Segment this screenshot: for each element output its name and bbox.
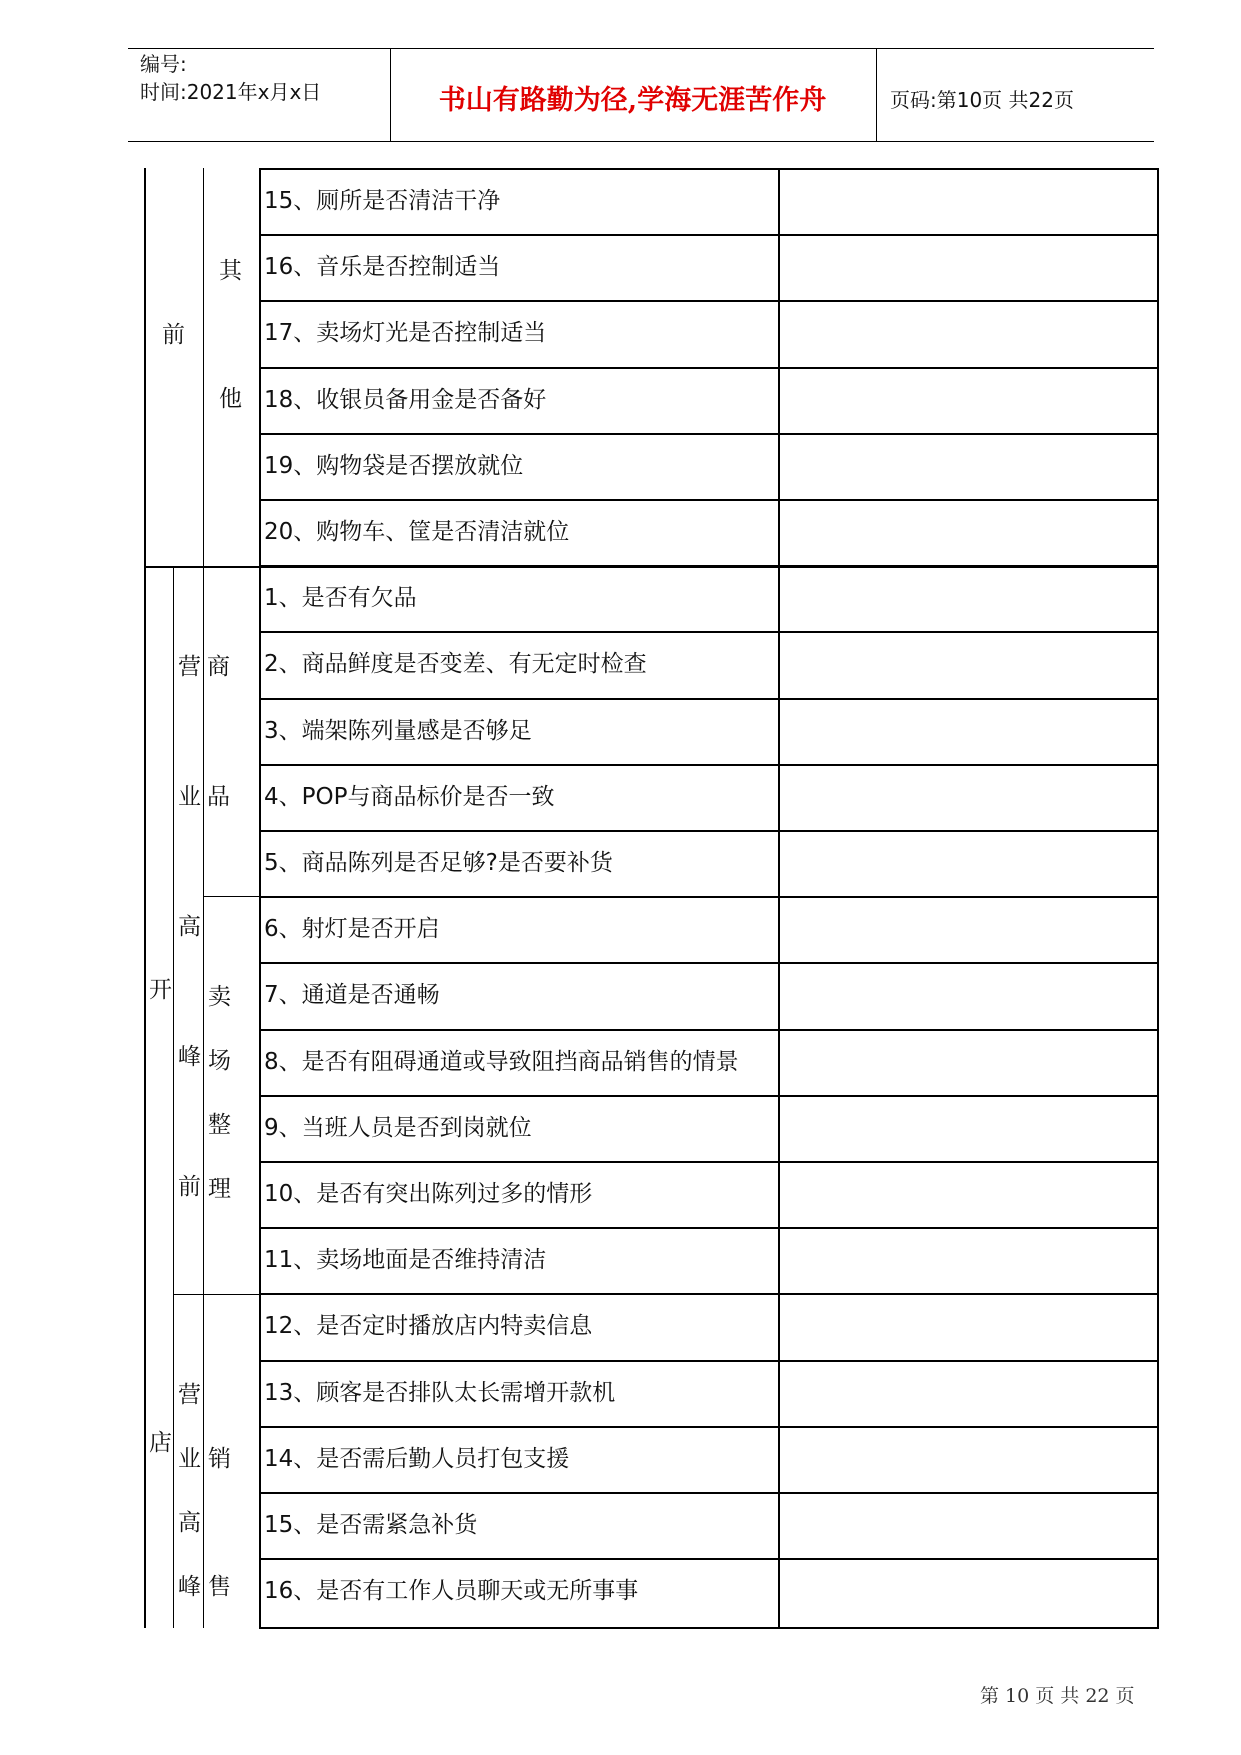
row-rule <box>259 1492 1159 1494</box>
phase1-char-4: 峰 <box>178 1044 201 1070</box>
header-motto: 书山有路勤为径,学海无涯苦作舟 <box>438 85 827 116</box>
checklist-item: 3、端架陈列量感是否够足 <box>264 718 532 744</box>
category-other-2: 他 <box>219 386 242 412</box>
category-open: 开 <box>149 977 172 1003</box>
row-rule <box>259 565 1159 567</box>
page-footer: 第 10 页 共 22 页 <box>980 1685 1135 1707</box>
checklist-item: 16、音乐是否控制适当 <box>264 254 501 280</box>
row-rule <box>259 896 1159 898</box>
checklist-result-cell[interactable] <box>782 965 1154 1026</box>
document-time-label: 时间:2021年x月x日 <box>140 80 322 104</box>
product-char-2: 品 <box>207 784 230 810</box>
row-rule <box>259 300 1159 302</box>
phase1-char-3: 高 <box>178 914 201 940</box>
phase2-char-4: 峰 <box>178 1574 201 1600</box>
phase1-char-2: 业 <box>178 784 201 810</box>
checklist-result-cell[interactable] <box>782 502 1154 563</box>
phase2-char-3: 高 <box>178 1510 201 1536</box>
row-rule <box>259 1360 1159 1362</box>
table-bottom-border <box>259 1627 1159 1629</box>
checklist-result-cell[interactable] <box>782 701 1154 762</box>
checklist-result-cell[interactable] <box>782 1429 1154 1490</box>
header-meta <box>140 50 321 106</box>
row-rule <box>259 1558 1159 1560</box>
row-rule <box>259 1095 1159 1097</box>
table-left-border <box>144 168 146 1628</box>
checklist-item: 11、卖场地面是否维持清洁 <box>264 1247 547 1273</box>
checklist-result-cell[interactable] <box>782 1164 1154 1225</box>
checklist-item: 16、是否有工作人员聊天或无所事事 <box>264 1578 639 1604</box>
checklist-item: 7、通道是否通畅 <box>264 982 440 1008</box>
header-divider-2 <box>876 48 877 141</box>
checklist-item: 9、当班人员是否到岗就位 <box>264 1115 532 1141</box>
sales-char-1: 销 <box>208 1446 231 1472</box>
checklist-item: 6、射灯是否开启 <box>264 916 440 942</box>
table-divider-item <box>259 168 261 1628</box>
document-number-label: 编号: <box>140 52 187 76</box>
row-rule <box>259 1029 1159 1031</box>
checklist-item: 17、卖场灯光是否控制适当 <box>264 320 547 346</box>
checklist-result-cell[interactable] <box>782 767 1154 828</box>
table-right-border <box>1157 168 1159 1628</box>
checklist-item: 14、是否需后勤人员打包支援 <box>264 1446 570 1472</box>
checklist-item: 15、是否需紧急补货 <box>264 1512 478 1538</box>
row-rule <box>259 433 1159 435</box>
checklist-result-cell[interactable] <box>782 303 1154 364</box>
table-divider-col2 <box>203 168 204 566</box>
checklist-item: 20、购物车、筐是否清洁就位 <box>264 519 570 545</box>
checklist-item: 18、收银员备用金是否备好 <box>264 387 547 413</box>
checklist-result-cell[interactable] <box>782 1296 1154 1357</box>
checklist-item: 1、是否有欠品 <box>264 585 417 611</box>
product-char-1: 商 <box>207 654 230 680</box>
checklist-item: 10、是否有突出陈列过多的情形 <box>264 1181 593 1207</box>
checklist-result-cell[interactable] <box>782 1230 1154 1291</box>
checklist-result-cell[interactable] <box>782 1363 1154 1424</box>
row-rule <box>259 1293 1159 1295</box>
section-rule-floor <box>203 896 261 897</box>
checklist-item: 19、购物袋是否摆放就位 <box>264 453 524 479</box>
category-store: 店 <box>149 1430 172 1456</box>
checklist-result-cell[interactable] <box>782 237 1154 298</box>
row-rule <box>259 168 1159 170</box>
category-other-1: 其 <box>219 258 242 284</box>
checklist-item: 8、是否有阻碍通道或导致阻挡商品销售的情景 <box>264 1049 739 1075</box>
row-rule <box>259 698 1159 700</box>
row-rule <box>259 234 1159 236</box>
sales-char-2: 售 <box>208 1574 231 1600</box>
checklist-item: 12、是否定时播放店内特卖信息 <box>264 1313 593 1339</box>
row-rule <box>259 1161 1159 1163</box>
floor-char-1: 卖 <box>208 984 231 1010</box>
table-divider-col2b <box>173 566 174 1628</box>
floor-char-2: 场 <box>208 1048 231 1074</box>
row-rule <box>259 631 1159 633</box>
table-divider-col3 <box>203 566 204 1628</box>
checklist-result-cell[interactable] <box>782 1495 1154 1556</box>
floor-char-4: 理 <box>208 1176 231 1202</box>
section-rule-peak <box>173 1294 261 1295</box>
checklist-result-cell[interactable] <box>782 568 1154 629</box>
checklist-item: 15、厕所是否清洁干净 <box>264 188 501 214</box>
header-page-number: 页码:第10页 共22页 <box>890 88 1074 112</box>
header-bottom-rule <box>128 141 1154 142</box>
row-rule <box>259 1426 1159 1428</box>
phase2-char-2: 业 <box>178 1446 201 1472</box>
checklist-result-cell[interactable] <box>782 1098 1154 1159</box>
row-rule <box>259 962 1159 964</box>
row-rule <box>259 764 1159 766</box>
header-top-rule <box>128 48 1154 49</box>
row-rule <box>259 830 1159 832</box>
checklist-item: 13、顾客是否排队太长需增开款机 <box>264 1380 616 1406</box>
checklist-result-cell[interactable] <box>782 1032 1154 1093</box>
checklist-result-cell[interactable] <box>782 1561 1154 1622</box>
checklist-result-cell[interactable] <box>782 436 1154 497</box>
checklist-result-cell[interactable] <box>782 899 1154 960</box>
checklist-result-cell[interactable] <box>782 171 1154 232</box>
phase1-char-5: 前 <box>178 1174 201 1200</box>
checklist-result-cell[interactable] <box>782 833 1154 894</box>
floor-char-3: 整 <box>208 1112 231 1138</box>
table-divider-result <box>778 168 780 1628</box>
checklist-result-cell[interactable] <box>782 370 1154 431</box>
category-before: 前 <box>162 322 185 348</box>
row-rule <box>259 1227 1159 1229</box>
checklist-item: 5、商品陈列是否足够?是否要补货 <box>264 850 613 876</box>
phase2-char-1: 营 <box>178 1382 201 1408</box>
phase1-char-1: 营 <box>178 654 201 680</box>
checklist-item: 4、POP与商品标价是否一致 <box>264 784 555 810</box>
checklist-item: 2、商品鲜度是否变差、有无定时检查 <box>264 651 647 677</box>
checklist-result-cell[interactable] <box>782 634 1154 695</box>
row-rule <box>259 499 1159 501</box>
row-rule <box>259 367 1159 369</box>
